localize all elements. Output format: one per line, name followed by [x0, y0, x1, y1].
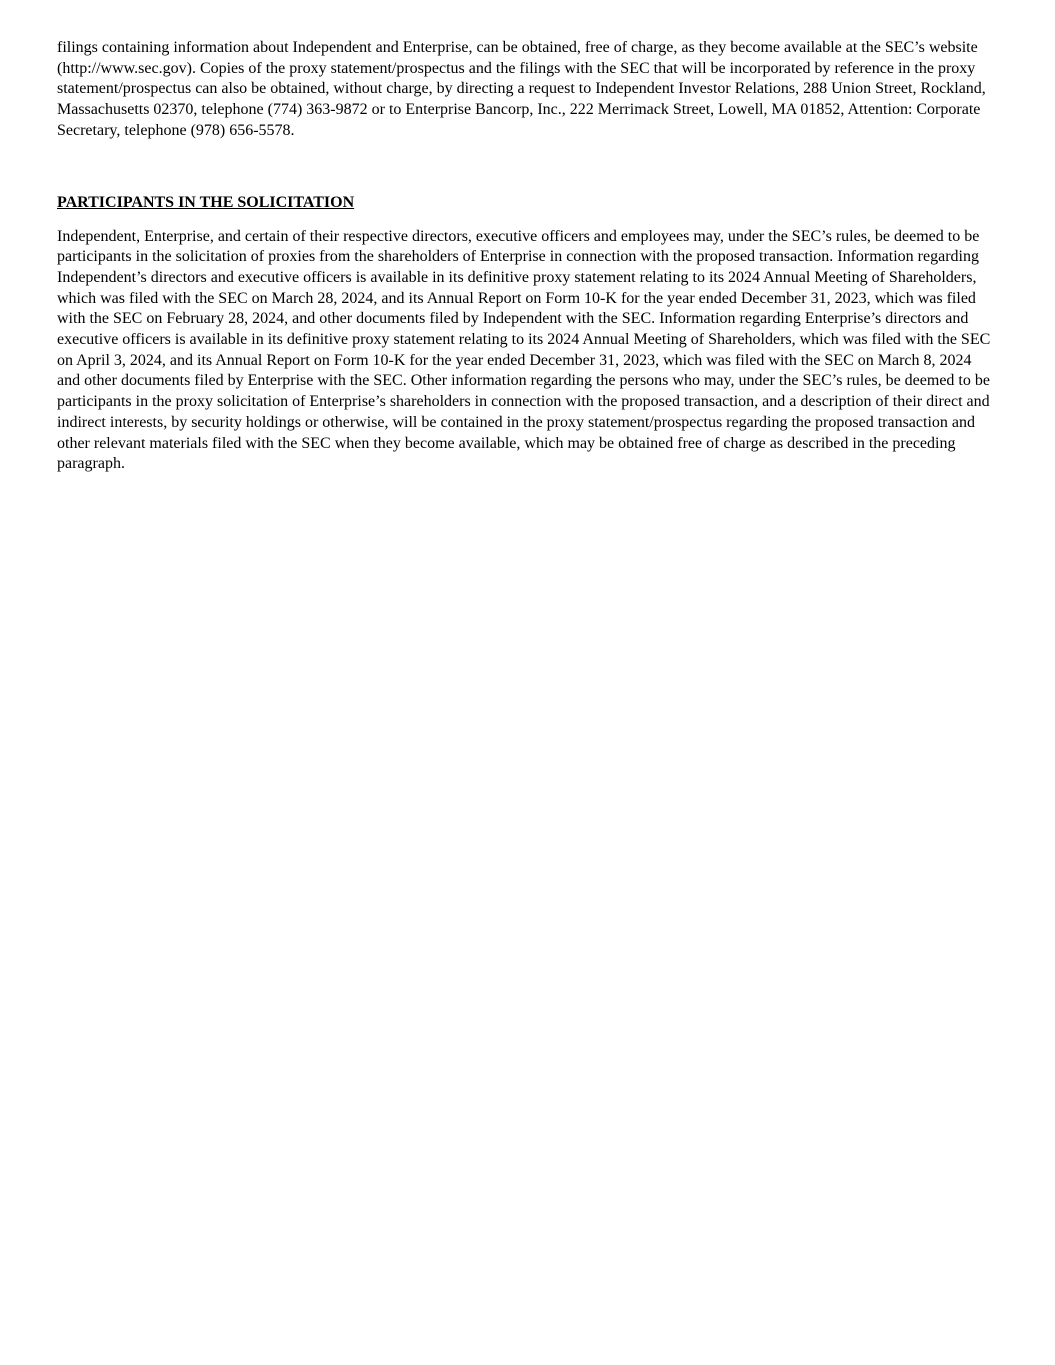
section-paragraph: Independent, Enterprise, and certain of their respective directors, executive officers and employees may, under the SEC’s rules, be deemed to be participants in the solicitation of proxies from the shareholders of Enterprise in connection with the proposed transaction. Information regarding Independent’s directors and executive officers is available in its definitive proxy statement relating to its 2024 Annual Meeting of Shareholders, which was filed with the SEC on March 28, 2024, and its Annual Report on Form 10-K for the year ended December 31, 2023, which was filed with the SEC on February 28, 2024, and other documents filed by Independent with the SEC. Information regarding Enterprise’s directors and executive officers is available in its definitive proxy statement relating to its 2024 Annual Meeting of Shareholders, which was filed with the SEC on April 3, 2024, and its Annual Report on Form 10-K for the year ended December 31, 2023, which was filed with the SEC on March 8, 2024 and other documents filed by Enterprise with the SEC. Other information regarding the persons who may, under the SEC’s rules, be deemed to be participants in the proxy solicitation of Enterprise’s shareholders in connection with the proposed transaction, and a description of their direct and indirect interests, by security holdings or otherwise, will be contained in the proxy statement/prospectus regarding the proposed transaction and other relevant materials filed with the SEC when they become available, which may be obtained free of charge as described in the preceding paragraph. [57, 227, 991, 473]
intro-paragraph: filings containing information about Independent and Enterprise, can be obtained, free of charge, as they become available at the SEC’s website (http://www.sec.gov). Copies of the proxy statement/prospectus and the filings with the SEC that will be incorporated by reference in the proxy statement/prospectus can also be obtained, without charge, by directing a request to Independent Investor Relations, 288 Union Street, Rockland, Massachusetts 02370, telephone (774) 363-9872 or to Enterprise Bancorp, Inc., 222 Merrimack Street, Lowell, MA 01852, Attention: Corporate Secretary, telephone (978) 656-5578. [57, 39, 986, 139]
document-page [57, 38, 997, 475]
section-heading: PARTICIPANTS IN THE SOLICITATION [57, 193, 355, 211]
